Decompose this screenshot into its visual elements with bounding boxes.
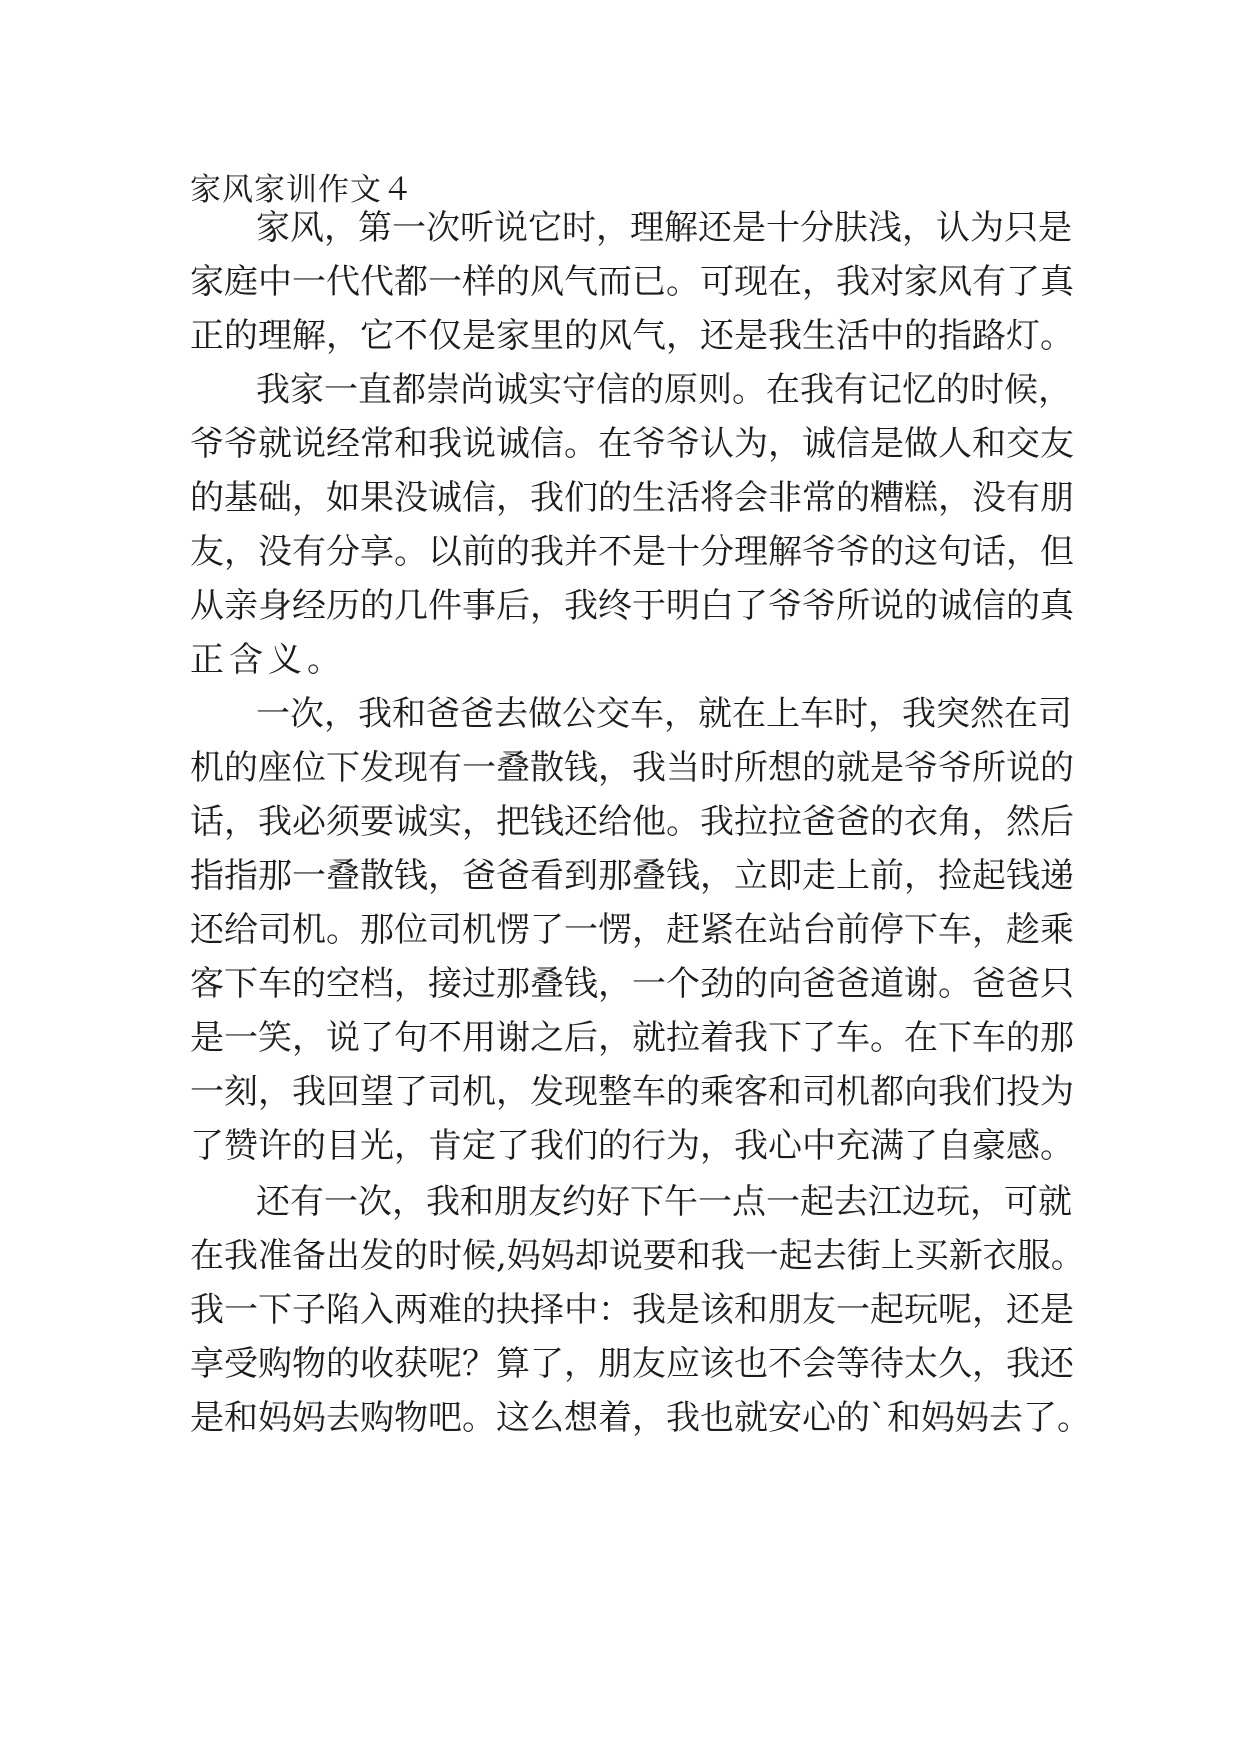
paragraph-2-line-4: 友，没有分享。以前的我并不是十分理解爷爷的这句话，但 [190, 532, 1074, 572]
paragraph-2-line-2: 爷爷就说经常和我说诚信。在爷爷认为，诚信是做人和交友 [190, 424, 1074, 464]
paragraph-4-line-2: 在我准备出发的时候,妈妈却说要和我一起去街上买新衣服。 [190, 1236, 1085, 1276]
paragraph-3-line-4: 指指那一叠散钱，爸爸看到那叠钱，立即走上前，捡起钱递 [190, 856, 1074, 896]
paragraph-3-line-5: 还给司机。那位司机愣了一愣，赶紧在站台前停下车，趁乘 [190, 910, 1074, 950]
paragraph-3-line-8: 一刻，我回望了司机，发现整车的乘客和司机都向我们投为 [190, 1072, 1074, 1112]
paragraph-3-line-9: 了赞许的目光，肯定了我们的行为，我心中充满了自豪感。 [190, 1126, 1074, 1166]
paragraph-3-line-7: 是一笑，说了句不用谢之后，就拉着我下了车。在下车的那 [190, 1018, 1074, 1058]
paragraph-1-line-3: 正的理解，它不仅是家里的风气，还是我生活中的指路灯。 [190, 316, 1074, 356]
paragraph-1-line-2: 家庭中一代代都一样的风气而已。可现在，我对家风有了真 [190, 262, 1074, 302]
paragraph-3-line-1: 一次，我和爸爸去做公交车，就在上车时，我突然在司 [256, 694, 1072, 734]
paragraph-2-line-6: 正含义。 [190, 640, 346, 680]
paragraph-1-line-1: 家风，第一次听说它时，理解还是十分肤浅，认为只是 [256, 208, 1072, 248]
paragraph-3-line-3: 话，我必须要诚实，把钱还给他。我拉拉爸爸的衣角，然后 [190, 802, 1074, 842]
paragraph-3-line-2: 机的座位下发现有一叠散钱，我当时所想的就是爷爷所说的 [190, 748, 1074, 788]
paragraph-2-line-3: 的基础，如果没诚信，我们的生活将会非常的糟糕，没有朋 [190, 478, 1074, 518]
paragraph-2-line-5: 从亲身经历的几件事后，我终于明白了爷爷所说的诚信的真 [190, 586, 1074, 626]
document-title: 家风家训作文４ [190, 172, 414, 208]
paragraph-4-line-5: 是和妈妈去购物吧。这么想着，我也就安心的`和妈妈去了。 [190, 1398, 1091, 1438]
paragraph-3-line-6: 客下车的空档，接过那叠钱，一个劲的向爸爸道谢。爸爸只 [190, 964, 1074, 1004]
paragraph-4-line-4: 享受购物的收获呢？算了，朋友应该也不会等待太久，我还 [190, 1344, 1074, 1384]
paragraph-2-line-1: 我家一直都崇尚诚实守信的原则。在我有记忆的时候， [256, 370, 1072, 410]
paragraph-4-line-3: 我一下子陷入两难的抉择中：我是该和朋友一起玩呢，还是 [190, 1290, 1074, 1330]
paragraph-4-line-1: 还有一次，我和朋友约好下午一点一起去江边玩，可就 [256, 1182, 1072, 1222]
